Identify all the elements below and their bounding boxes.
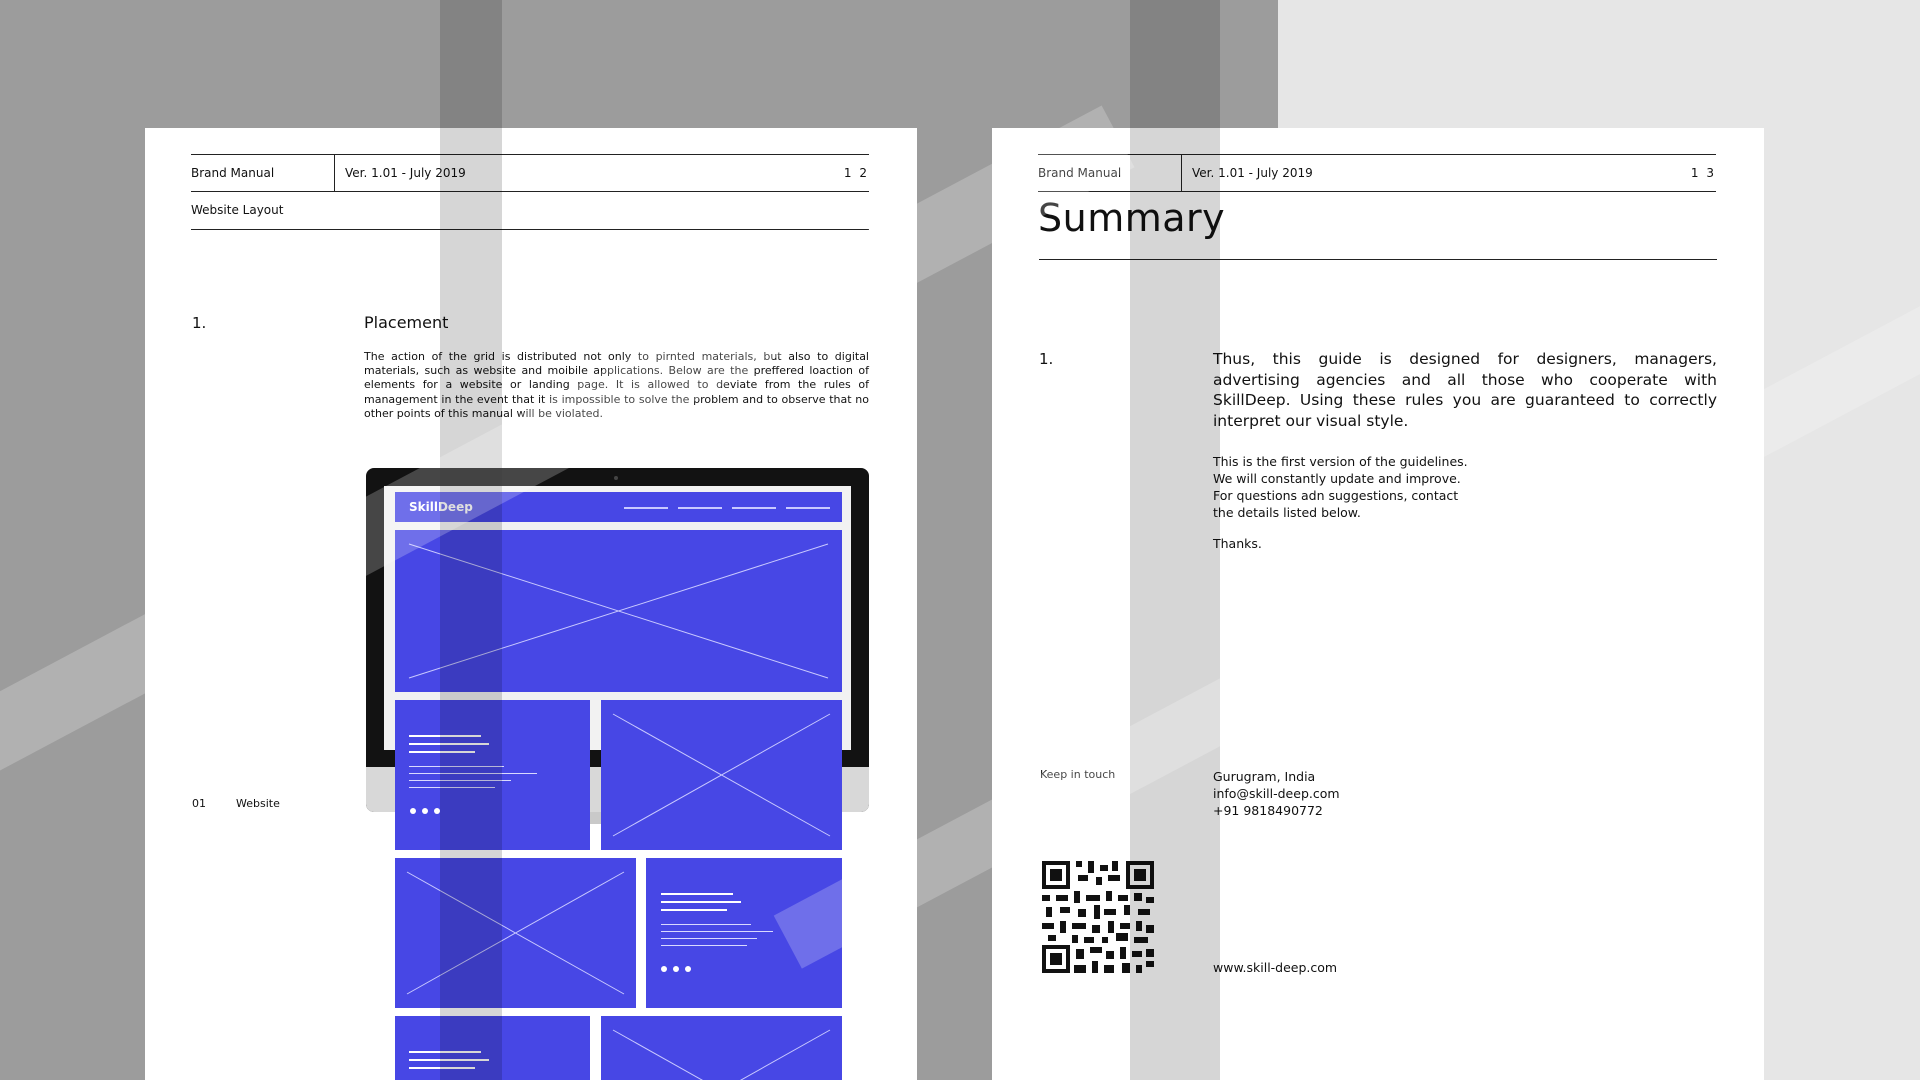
dot bbox=[434, 808, 440, 814]
contact-block bbox=[1213, 768, 1340, 819]
nav-link bbox=[624, 507, 668, 509]
header-brand: Brand Manual bbox=[1038, 166, 1122, 180]
section-number: 1. bbox=[1039, 350, 1054, 368]
section-number: 1. bbox=[192, 314, 207, 332]
text-line bbox=[409, 743, 489, 745]
page-header bbox=[191, 154, 869, 192]
note-line: This is the first version of the guidelines. bbox=[1213, 454, 1468, 469]
footer-number: 01 bbox=[192, 797, 206, 810]
contact-email[interactable]: info@skill-deep.com bbox=[1213, 786, 1340, 801]
mockup-text-card bbox=[646, 858, 842, 1008]
text-line bbox=[409, 766, 504, 767]
note-line: the details listed below. bbox=[1213, 505, 1361, 520]
header-page-number: 1 3 bbox=[1690, 166, 1716, 180]
note-line: For questions adn suggestions, contact bbox=[1213, 488, 1459, 503]
section-title: Placement bbox=[364, 313, 449, 332]
mockup-text-card bbox=[395, 1016, 590, 1080]
text-line bbox=[409, 1051, 481, 1053]
mockup-navbar bbox=[395, 492, 842, 522]
mockup-image-card bbox=[601, 1016, 842, 1080]
dot bbox=[661, 966, 667, 972]
camera-dot bbox=[614, 476, 618, 480]
text-line bbox=[661, 945, 747, 946]
placeholder-cross-icon bbox=[601, 1016, 842, 1080]
nav-link bbox=[678, 507, 722, 509]
header-brand: Brand Manual bbox=[191, 166, 275, 180]
mockup-hero-image bbox=[395, 530, 842, 692]
summary-intro: Thus, this guide is designed for designers, managers, advertising agencies and all those who cooperate with SkillDeep. Using these rules you are guaranteed to correctly interpret our visual style. bbox=[1213, 350, 1717, 430]
keep-in-touch-label: Keep in touch bbox=[1040, 768, 1116, 781]
website-link[interactable]: www.skill-deep.com bbox=[1213, 960, 1338, 975]
page-left bbox=[145, 128, 917, 1080]
note-line: We will constantly update and improve. bbox=[1213, 471, 1461, 486]
text-line bbox=[661, 938, 757, 939]
note-block bbox=[1213, 453, 1468, 521]
mockup-image-card bbox=[601, 700, 842, 850]
contact-phone[interactable]: +91 9818490772 bbox=[1213, 803, 1323, 818]
dot bbox=[685, 966, 691, 972]
text-line bbox=[661, 909, 727, 911]
placeholder-cross-icon bbox=[395, 530, 842, 692]
page-right bbox=[992, 128, 1764, 1080]
mockup-image-card bbox=[395, 858, 636, 1008]
text-line bbox=[409, 751, 475, 753]
section-body: The action of the grid is distributed not only to pirnted materials, but also to digital materials, such as website and moibile applications. Below are the preffered loaction of elements for a website or landing page. It is allowed to deviate from the rules of management in the event that it is impossible to solve the problem and to observe that no other points of this manual will be violated. bbox=[364, 350, 869, 420]
contact-location: Gurugram, India bbox=[1213, 769, 1316, 784]
nav-link bbox=[786, 507, 830, 509]
mockup-text-card bbox=[395, 700, 590, 850]
text-line bbox=[409, 1067, 475, 1069]
subheader: Website Layout bbox=[191, 192, 869, 230]
text-line bbox=[409, 773, 537, 774]
text-line bbox=[409, 735, 481, 737]
dot bbox=[673, 966, 679, 972]
page-title: Summary bbox=[1038, 196, 1226, 240]
dot bbox=[410, 808, 416, 814]
text-line bbox=[409, 787, 495, 788]
text-line bbox=[409, 780, 511, 781]
header-version: Ver. 1.01 - July 2019 bbox=[1181, 155, 1313, 191]
qr-code-icon bbox=[1042, 861, 1154, 973]
footer-label: Website bbox=[236, 797, 280, 810]
thanks-text: Thanks. bbox=[1213, 536, 1262, 551]
placeholder-cross-icon bbox=[601, 700, 842, 850]
dot bbox=[422, 808, 428, 814]
title-divider bbox=[1039, 259, 1717, 260]
header-page-number: 1 2 bbox=[843, 166, 869, 180]
header-version: Ver. 1.01 - July 2019 bbox=[334, 155, 466, 191]
mockup-logo: SkillDeep bbox=[409, 500, 473, 514]
text-line bbox=[661, 924, 751, 925]
text-line bbox=[661, 893, 733, 895]
text-line bbox=[661, 931, 773, 932]
nav-link bbox=[732, 507, 776, 509]
text-line bbox=[661, 901, 741, 903]
text-line bbox=[409, 1059, 489, 1061]
placeholder-cross-icon bbox=[395, 858, 636, 1008]
page-header bbox=[1038, 154, 1716, 192]
